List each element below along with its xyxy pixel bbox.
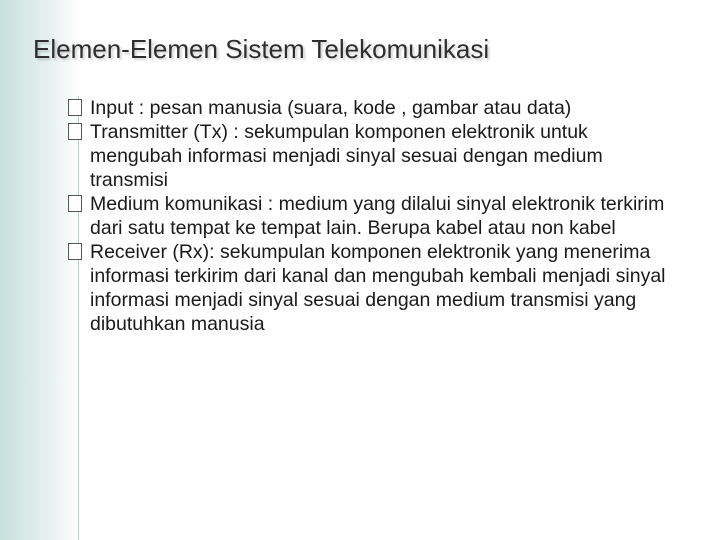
slide-title: Elemen-Elemen Sistem Telekomunikasi	[33, 34, 490, 64]
bullet-text: Transmitter (Tx) : sekumpulan komponen elektronik untuk mengubah informasi menjadi sinyal sesuai dengan medium transmisi	[90, 121, 603, 191]
bullet-text: Input : pesan manusia (suara, kode , gambar atau data)	[90, 97, 572, 119]
bullet-box-icon	[68, 123, 82, 140]
bullet-text: Medium komunikasi : medium yang dilalui sinyal elektronik terkirim dari satu tempat ke tempat lain. Berupa kabel atau non kabel	[90, 193, 665, 239]
bullet-box-icon	[68, 195, 82, 212]
bullet-box-icon	[68, 99, 82, 116]
bullet-item-input	[68, 96, 668, 120]
bullet-item-transmitter	[68, 120, 668, 192]
bullet-item-medium	[68, 192, 668, 240]
bullet-box-icon	[68, 243, 82, 260]
bullet-list	[68, 96, 668, 336]
bullet-item-receiver	[68, 240, 668, 336]
bullet-text: Receiver (Rx): sekumpulan komponen elektronik yang menerima informasi terkirim dari kanal dan mengubah kembali menjadi sinyal informasi menjadi sinyal sesuai dengan medium transmisi yang dibutuhkan manusia	[90, 241, 666, 335]
